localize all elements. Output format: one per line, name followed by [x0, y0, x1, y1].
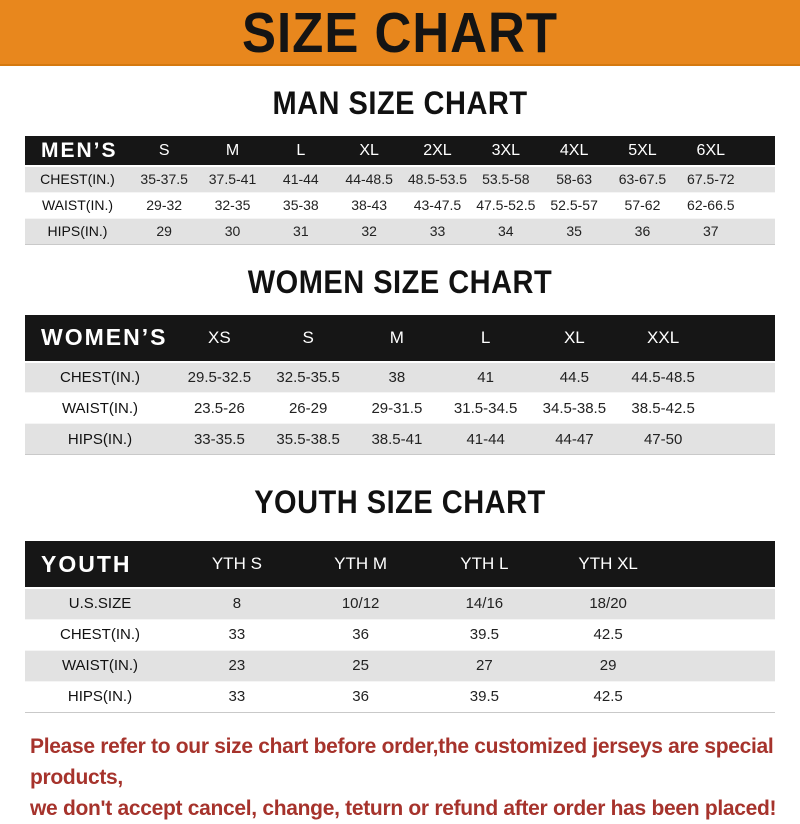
table-cell: 57-62: [608, 192, 676, 218]
table-cell: 41-44: [441, 424, 530, 455]
table-cell: 27: [423, 650, 547, 681]
youth-size-table-container: [25, 541, 775, 713]
header-row: [25, 136, 775, 166]
table-cell: 67.5-72: [677, 166, 745, 192]
spacer-cell: [708, 393, 776, 424]
table-row: [25, 588, 775, 619]
row-label: CHEST(IN.): [25, 362, 175, 393]
table-cell: 48.5-53.5: [403, 166, 471, 192]
table-cell: 33: [403, 218, 471, 244]
column-header: YTH M: [299, 541, 423, 588]
table-cell: 29: [546, 650, 670, 681]
spacer-cell: [745, 218, 775, 244]
banner-title: SIZE CHART: [242, 0, 558, 64]
table-cell: 36: [299, 681, 423, 712]
table-cell: 52.5-57: [540, 192, 608, 218]
column-header: YTH L: [423, 541, 547, 588]
table-cell: 35-37.5: [130, 166, 198, 192]
table-cell: 31: [267, 218, 335, 244]
table-cell: 25: [299, 650, 423, 681]
column-header: YTH XL: [546, 541, 670, 588]
header-row: [25, 315, 775, 362]
column-header: YTH S: [175, 541, 299, 588]
table-cell: 38.5-41: [353, 424, 442, 455]
column-header: M: [353, 315, 442, 362]
table-row: [25, 650, 775, 681]
table-cell: 14/16: [423, 588, 547, 619]
table-cell: 63-67.5: [608, 166, 676, 192]
table-cell: 43-47.5: [403, 192, 471, 218]
table-cell: 34: [472, 218, 540, 244]
table-row: [25, 619, 775, 650]
table-cell: 37: [677, 218, 745, 244]
size-chart-banner: [0, 0, 800, 66]
row-label: CHEST(IN.): [25, 619, 175, 650]
table-cell: 38-43: [335, 192, 403, 218]
table-cell: 58-63: [540, 166, 608, 192]
youth-size-table: [25, 541, 775, 713]
spacer-cell: [670, 588, 775, 619]
table-cell: 29-32: [130, 192, 198, 218]
table-cell: 23.5-26: [175, 393, 264, 424]
table-cell: 23: [175, 650, 299, 681]
spacer-cell: [745, 192, 775, 218]
table-cell: 36: [299, 619, 423, 650]
table-cell: 18/20: [546, 588, 670, 619]
womens-size-table: [25, 315, 775, 456]
spacer-cell: [670, 541, 775, 588]
column-header: XL: [530, 315, 619, 362]
table-row: [25, 192, 775, 218]
table-cell: 44-47: [530, 424, 619, 455]
table-cell: 47.5-52.5: [472, 192, 540, 218]
column-header: 3XL: [472, 136, 540, 166]
column-header: XS: [175, 315, 264, 362]
column-header: XL: [335, 136, 403, 166]
youth-size-chart-heading: YOUTH SIZE CHART: [254, 485, 546, 521]
column-header: S: [130, 136, 198, 166]
table-row: [25, 393, 775, 424]
spacer-cell: [670, 650, 775, 681]
table-cell: 33: [175, 681, 299, 712]
column-header: L: [267, 136, 335, 166]
disclaimer: [30, 731, 800, 824]
mens-table-label: MEN’S: [25, 136, 130, 166]
table-cell: 29: [130, 218, 198, 244]
row-label: WAIST(IN.): [25, 192, 130, 218]
table-cell: 32-35: [198, 192, 266, 218]
spacer-cell: [708, 424, 776, 455]
header-row: [25, 541, 775, 588]
table-cell: 42.5: [546, 619, 670, 650]
table-cell: 30: [198, 218, 266, 244]
table-cell: 35.5-38.5: [264, 424, 353, 455]
table-cell: 35: [540, 218, 608, 244]
table-cell: 38.5-42.5: [619, 393, 708, 424]
column-header: M: [198, 136, 266, 166]
table-cell: 44.5-48.5: [619, 362, 708, 393]
table-cell: 26-29: [264, 393, 353, 424]
women-size-chart-heading: WOMEN SIZE CHART: [247, 264, 553, 301]
disclaimer-line-2: we don't accept cancel, change, teturn or refund after order has been placed!: [30, 796, 777, 820]
table-cell: 39.5: [423, 619, 547, 650]
column-header: 4XL: [540, 136, 608, 166]
table-cell: 38: [353, 362, 442, 393]
table-cell: 36: [608, 218, 676, 244]
table-row: [25, 681, 775, 712]
table-cell: 8: [175, 588, 299, 619]
disclaimer-line-1: Please refer to our size chart before order,the customized jerseys are special products,: [30, 734, 774, 789]
table-cell: 44-48.5: [335, 166, 403, 192]
column-header: XXL: [619, 315, 708, 362]
table-cell: 29-31.5: [353, 393, 442, 424]
table-cell: 33-35.5: [175, 424, 264, 455]
table-cell: 41: [441, 362, 530, 393]
spacer-cell: [745, 166, 775, 192]
row-label: HIPS(IN.): [25, 681, 175, 712]
table-cell: 39.5: [423, 681, 547, 712]
table-cell: 47-50: [619, 424, 708, 455]
table-cell: 41-44: [267, 166, 335, 192]
spacer-cell: [708, 315, 776, 362]
row-label: WAIST(IN.): [25, 393, 175, 424]
youth-table-label: YOUTH: [25, 541, 175, 588]
row-label: U.S.SIZE: [25, 588, 175, 619]
column-header: 2XL: [403, 136, 471, 166]
table-cell: 37.5-41: [198, 166, 266, 192]
table-cell: 35-38: [267, 192, 335, 218]
spacer-cell: [708, 362, 776, 393]
table-cell: 10/12: [299, 588, 423, 619]
row-label: WAIST(IN.): [25, 650, 175, 681]
spacer-cell: [670, 619, 775, 650]
table-cell: 34.5-38.5: [530, 393, 619, 424]
row-label: HIPS(IN.): [25, 424, 175, 455]
table-row: [25, 166, 775, 192]
womens-table-label: WOMEN’S: [25, 315, 175, 362]
table-row: [25, 218, 775, 244]
table-cell: 44.5: [530, 362, 619, 393]
table-cell: 29.5-32.5: [175, 362, 264, 393]
column-header: L: [441, 315, 530, 362]
column-header: 5XL: [608, 136, 676, 166]
table-row: [25, 362, 775, 393]
table-cell: 53.5-58: [472, 166, 540, 192]
table-cell: 31.5-34.5: [441, 393, 530, 424]
spacer-cell: [745, 136, 775, 166]
table-cell: 62-66.5: [677, 192, 745, 218]
mens-size-table: [25, 136, 775, 245]
table-cell: 33: [175, 619, 299, 650]
man-size-chart-heading: MAN SIZE CHART: [272, 86, 528, 122]
column-header: 6XL: [677, 136, 745, 166]
table-cell: 32: [335, 218, 403, 244]
row-label: HIPS(IN.): [25, 218, 130, 244]
table-cell: 42.5: [546, 681, 670, 712]
row-label: CHEST(IN.): [25, 166, 130, 192]
women-size-table-container: [25, 315, 775, 456]
table-row: [25, 424, 775, 455]
column-header: S: [264, 315, 353, 362]
spacer-cell: [670, 681, 775, 712]
men-size-table-container: [25, 136, 775, 245]
table-cell: 32.5-35.5: [264, 362, 353, 393]
